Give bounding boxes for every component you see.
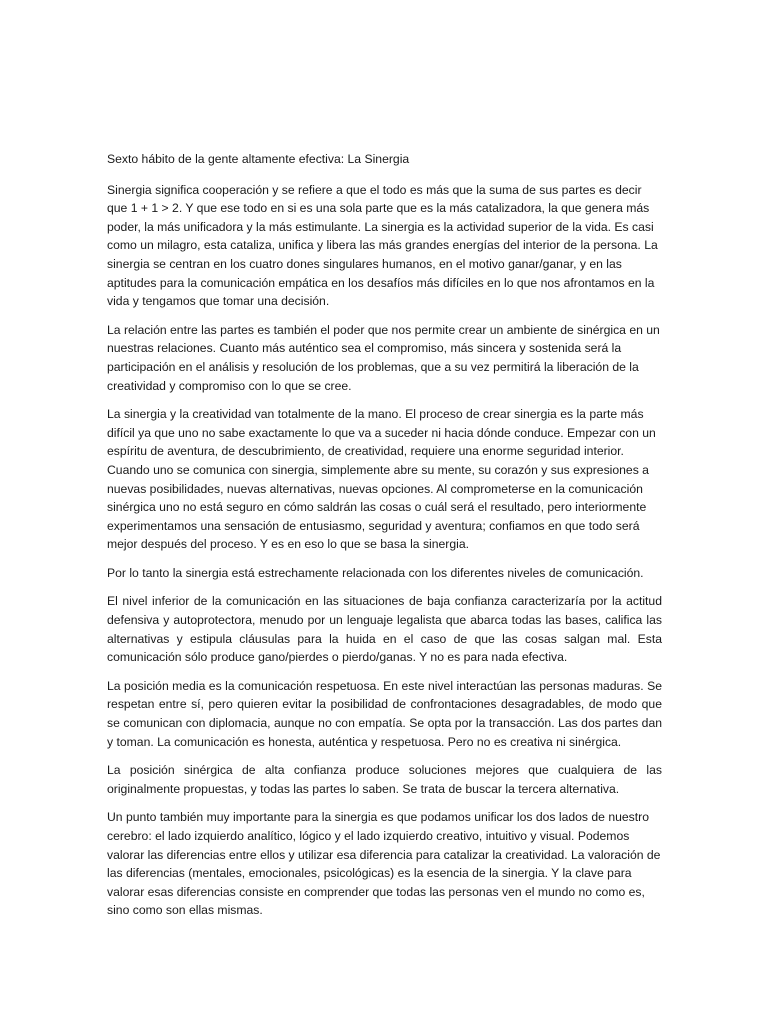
paragraph-posicion-sinergica: La posición sinérgica de alta confianza produce soluciones mejores que cualquiera de las originalmente propuestas, y todas las partes lo saben. Se trata de buscar la tercera alternativa. xyxy=(107,763,662,796)
paragraph-unificar-cerebro: Un punto también muy importante para la sinergia es que podamos unificar los dos lados de nuestro cerebro: el lado izquierdo analítico, lógico y el lado izquierdo creativo, intuitivo y visual. Podemos valorar las diferencias entre ellos y utilizar esa diferencia para catalizar la creatividad. La valoración de las diferencias (mentales, emocionales, psicológicas) es la esencia de la sinergia. Y la clave para valorar esas diferencias consiste en comprender que todas las personas ven el mundo no como es, sino como son ellas mismas. xyxy=(107,810,661,918)
document-title: Sexto hábito de la gente altamente efectiva: La Sinergia xyxy=(107,152,410,166)
paragraph-sinergia-creatividad: La sinergia y la creatividad van totalmente de la mano. El proceso de crear sinergia es la parte más difícil ya que uno no sabe exactamente lo que va a suceder ni hacia dónde conduce. Empezar con un espíritu de aventura, de descubrimiento, de creatividad, requiere una enorme seguridad interior. Cuando uno se comunica con sinergia, simplemente abre su mente, su corazón y sus expresiones a nuevas posibilidades, nuevas alternativas, nuevas opciones. Al comprometerse en la comunicación sinérgica uno no está seguro en cómo saldrán las cosas o cuál será el resultado, pero interiormente experimentamos una sensación de entusiasmo, seguridad y aventura; confiamos en que todo será mejor después del proceso. Y es en eso lo que se basa la sinergia. xyxy=(107,407,656,552)
paragraph-relacion-partes: La relación entre las partes es también el poder que nos permite crear un ambiente de sinérgica en un nuestras relaciones. Cuanto más auténtico sea el compromiso, más sincera y sostenida será la participación en el análisis y resolución de los problemas, que a su vez permitirá la liberación de la creatividad y compromiso con lo que se cree. xyxy=(107,322,660,393)
paragraph-posicion-media: La posición media es la comunicación respetuosa. En este nivel interactúan las personas maduras. Se respetan entre sí, pero quieren evitar la posibilidad de confrontaciones desagradables, de modo que se comunican con diplomacia, aunque no con empatía. Se opta por la transacción. Las dos partes dan y toman. La comunicación es honesta, auténtica y respetuosa. Pero no es creativa ni sinérgica. xyxy=(107,678,662,749)
paragraph-nivel-inferior: El nivel inferior de la comunicación en las situaciones de baja confianza caracterizaría por la actitud defensiva y autoprotectora, menudo por un lenguaje legalista que abarca todas las bases, califica las alternativas y estipula cláusulas para la huida en el caso de que las cosas salgan mal. Esta comunicación sólo produce gano/pierdes o pierdo/ganas. Y no es para nada efectiva. xyxy=(107,594,662,665)
paragraph-sinergia-definicion: Sinergia significa cooperación y se refiere a que el todo es más que la suma de sus partes es decir que 1 + 1 > 2. Y que ese todo en si es una sola parte que es la más catalizadora, la que genera más poder, la más unificadora y la más estimulante. La sinergia es la actividad superior de la vida. Es casi como un milagro, esta cataliza, unifica y libera las más grandes energías del interior de la persona. La sinergia se centran en los cuatro dones singulares humanos, en el motivo ganar/ganar, y en las aptitudes para la comunicación empática en los desafíos más difíciles en lo que nos afrontamos en la vida y tengamos que tomar una decisión. xyxy=(107,182,658,309)
paragraph-niveles-comunicacion: Por lo tanto la sinergia está estrechamente relacionada con los diferentes niveles de comunicación. xyxy=(107,565,644,580)
